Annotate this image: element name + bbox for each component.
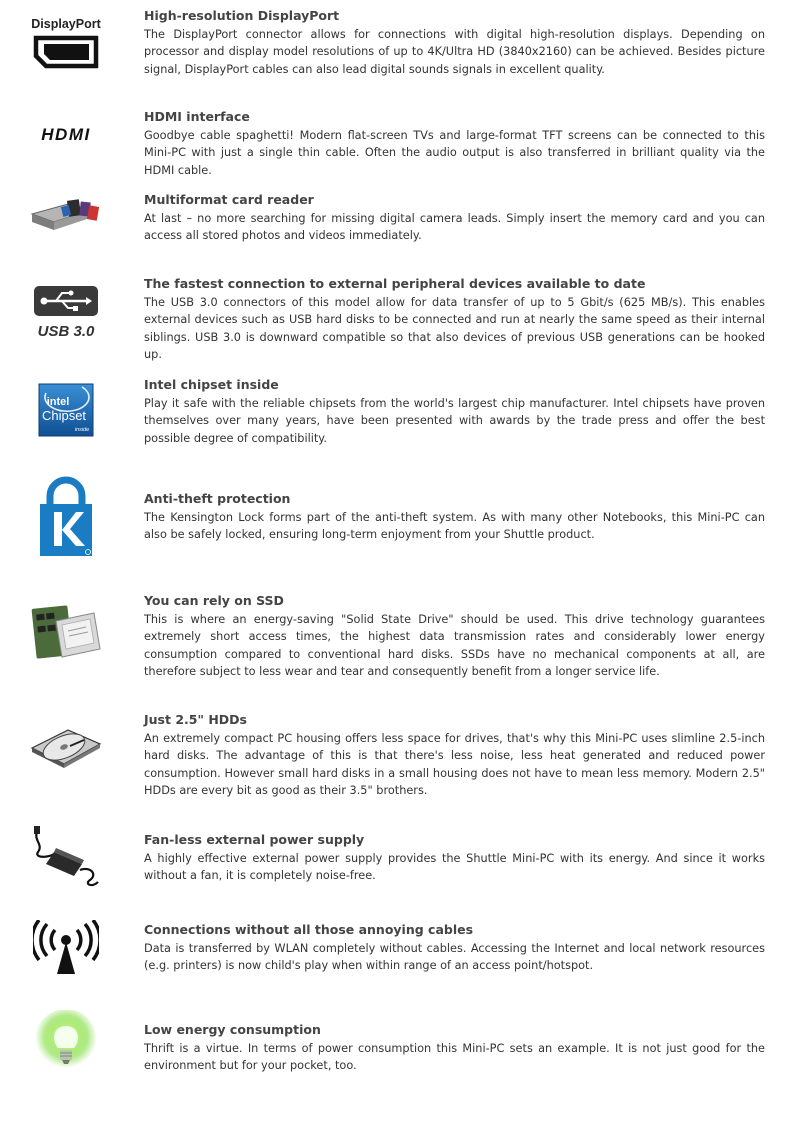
feature-description: Data is transferred by WLAN completely without cables. Accessing the Internet and local network resources (e.g. printers) is now child's play when within range of an access point/hotspot. [144, 942, 765, 973]
feature-title: The fastest connection to external peripheral devices available to date [144, 276, 646, 291]
light-bulb-icon [28, 1010, 104, 1076]
feature-description: An extremely compact PC housing offers less space for drives, that's why this Mini-PC uses slimline 2.5-inch hard disks. The advantage of this is that there's less noise, less heat generated and reduced power consumption. However small hard disks in a small housing does not have to mean less memory. Modern 2.5" HDDs are every bit as good as their 3.5" brothers. [144, 732, 765, 797]
hdmi-icon-label: HDMI [41, 125, 91, 144]
displayport-icon [28, 14, 104, 78]
feature-title: You can rely on SSD [144, 593, 284, 608]
inside-icon-label: inside [74, 427, 90, 433]
feature-description: This is where an energy-saving "Solid State Drive" should be used. This drive technology guarantees extremely short access times, the highest data transmission rates and considerably lower energy consumption compared to conventional hard disks. SSDs have no mechanical components at all, are therefore subject to less wear and tear and consequently benefit from a longer service life. [144, 613, 765, 678]
feature-title: Just 2.5" HDDs [144, 712, 247, 727]
feature-description: The Kensington Lock forms part of the anti-theft system. As with many other Notebooks, this Mini-PC can also be safely locked, ensuring long-term enjoyment from your Shuttle product. [144, 511, 765, 542]
feature-title: Fan-less external power supply [144, 832, 365, 847]
feature-title: Intel chipset inside [144, 377, 279, 392]
feature-description: Thrift is a virtue. In terms of power consumption this Mini-PC sets an example. It is not just good for the environment but for your pocket, too. [144, 1042, 765, 1073]
displayport-icon-label: DisplayPort [31, 17, 101, 31]
hdmi-icon [28, 123, 104, 145]
feature-description: The USB 3.0 connectors of this model allow for data transfer of up to 5 Gbit/s (625 MB/s). This enables external devices such as USB hard disks to be connected and run at nearly the same speed as their internal siblings. USB 3.0 is downward compatible so that also devices of previous USB generations can be hooked up. [144, 296, 765, 361]
feature-title: High-resolution DisplayPort [144, 8, 340, 23]
power-supply-icon [28, 826, 104, 888]
intel-icon-label: intel [46, 396, 70, 408]
kensington-lock-icon [28, 476, 104, 558]
intel-chipset-icon [28, 383, 104, 437]
hard-disk-icon [28, 722, 104, 772]
feature-description: A highly effective external power supply provides the Shuttle Mini-PC with its energy. And since it works without a fan, it is completely noise-free. [144, 852, 765, 883]
wireless-icon [28, 920, 104, 976]
chipset-icon-label: Chipset [41, 408, 87, 423]
feature-title: Multiformat card reader [144, 192, 314, 207]
feature-title: Low energy consumption [144, 1022, 321, 1037]
usb-icon-label: USB 3.0 [37, 323, 95, 340]
card-reader-icon [28, 192, 104, 236]
ssd-icon [28, 601, 104, 661]
feature-description: At last – no more searching for missing digital camera leads. Simply insert the memory card and you can access all stored photos and videos immediately. [144, 212, 765, 243]
feature-title: Connections without all those annoying cables [144, 922, 474, 937]
feature-description: Goodbye cable spaghetti! Modern flat-screen TVs and large-format TFT screens can be connected to this Mini-PC with just a single thin cable. Often the audio output is also transferred in brilliant quality via the HDMI cable. [144, 129, 765, 177]
feature-title: HDMI interface [144, 109, 250, 124]
usb-icon [28, 284, 104, 340]
feature-title: Anti-theft protection [144, 491, 291, 506]
feature-description: Play it safe with the reliable chipsets from the world's largest chip manufacturer. Intel chipsets have proven themselves over many years, have been presented with awards by the trade press and offer the best possible degree of compatibility. [144, 397, 765, 445]
feature-description: The DisplayPort connector allows for connections with digital high-resolution displays. Depending on processor and display model resolutions of up to 4K/Ultra HD (3840x2160) can be achieved. Besides picture signal, DisplayPort cables can also lead digital sounds signals in excellent quality. [144, 28, 765, 76]
